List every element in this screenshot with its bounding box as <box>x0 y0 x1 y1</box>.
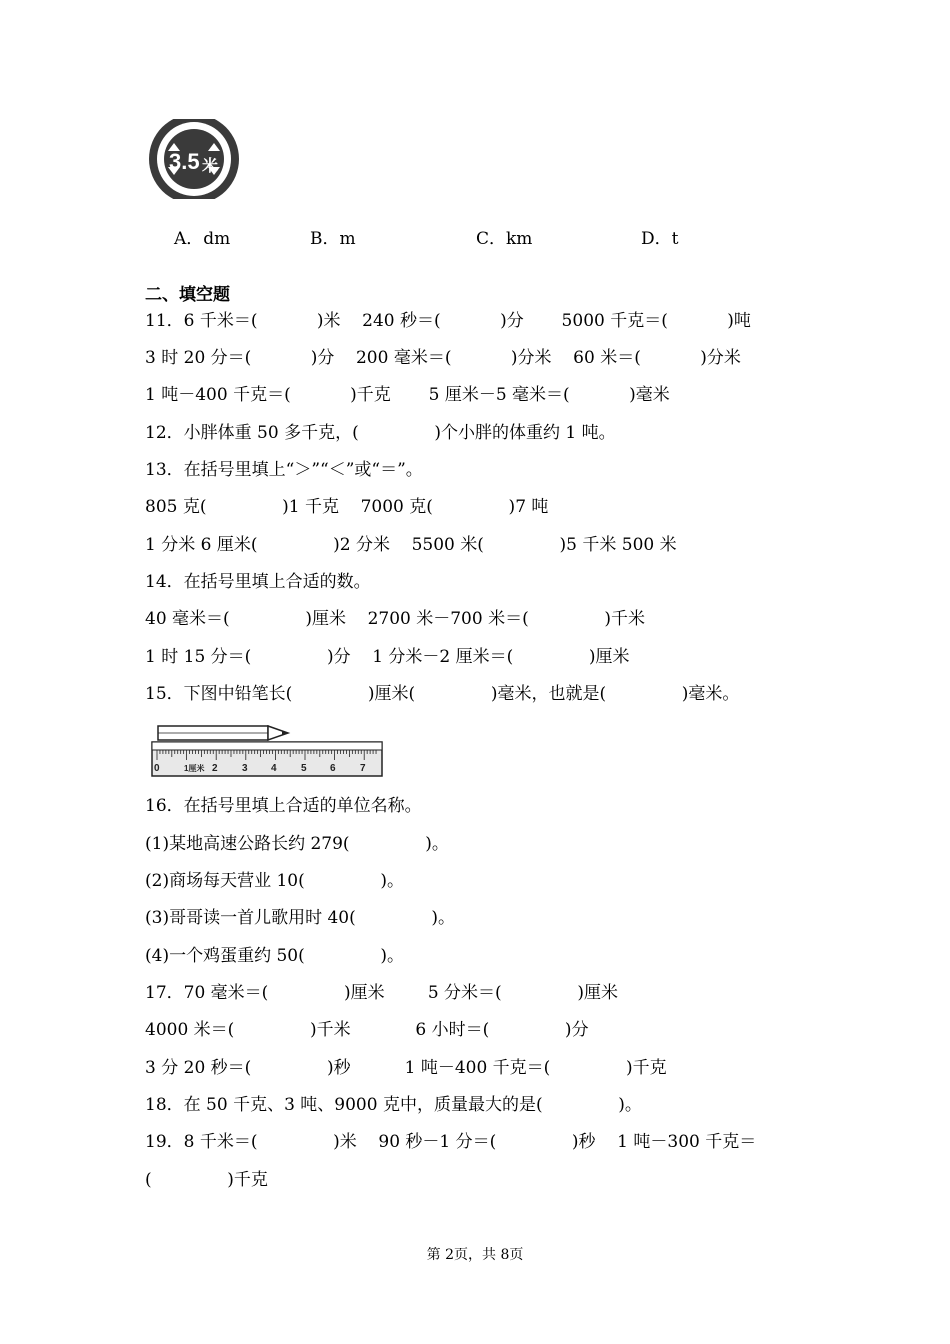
question-line: ( )千克 <box>145 1170 268 1190</box>
sign-unit: 米 <box>202 156 219 175</box>
question-line: 1 分米 6 厘米( )2 分米 5500 米( )5 千米 500 米 <box>145 535 677 555</box>
question-line: 19．8 千米＝( )米 90 秒－1 分＝( )秒 1 吨－300 千克＝ <box>145 1132 757 1152</box>
ruler-label: 1厘米 <box>184 764 205 773</box>
page-footer: 第 2页，共 8页 <box>426 1247 524 1263</box>
ruler-label: 0 <box>154 763 160 774</box>
question-line: (3)哥哥读一首儿歌用时 40( )。 <box>145 908 456 928</box>
option-b: B．m <box>310 229 356 249</box>
ruler-label: 4 <box>271 763 277 774</box>
ruler-label: 3 <box>242 763 248 774</box>
question-line: (4)一个鸡蛋重约 50( )。 <box>145 946 405 966</box>
question-line: 40 毫米＝( )厘米 2700 米－700 米＝( )千米 <box>145 609 646 629</box>
ruler-label: 7 <box>360 763 366 774</box>
ruler-label: 6 <box>330 763 336 774</box>
question-line: 14．在括号里填上合适的数。 <box>145 572 371 592</box>
ruler-label: 2 <box>212 763 218 774</box>
answer-options <box>0 224 950 248</box>
question-line: 805 克( )1 千克 7000 克( )7 吨 <box>145 497 549 517</box>
ruler-label: 5 <box>301 763 307 774</box>
question-line: 13．在括号里填上“＞”“＜”或“＝”。 <box>145 460 423 480</box>
question-line: (1)某地高速公路长约 279( )。 <box>145 834 449 854</box>
height-limit-sign-icon <box>146 119 242 199</box>
option-c: C．km <box>476 229 533 249</box>
ruler-with-pencil-icon <box>150 720 390 778</box>
question-line: 3 时 20 分＝( )分 200 毫米＝( )分米 60 米＝( )分米 <box>145 348 741 368</box>
question-line: 16．在括号里填上合适的单位名称。 <box>145 796 422 816</box>
option-a: A．dm <box>174 229 231 249</box>
question-line: 1 时 15 分＝( )分 1 分米－2 厘米＝( )厘米 <box>145 647 630 667</box>
section-title: 二、填空题 <box>145 285 230 305</box>
sign-value: 3.5 <box>169 149 200 174</box>
question-line: 3 分 20 秒＝( )秒 1 吨－400 千克＝( )千克 <box>145 1058 667 1078</box>
question-line: 18．在 50 千克、3 吨、9000 克中，质量最大的是( )。 <box>145 1095 642 1115</box>
question-line: 4000 米＝( )千米 6 小时＝( )分 <box>145 1020 589 1040</box>
question-line: 15．下图中铅笔长( )厘米( )毫米，也就是( )毫米。 <box>145 684 740 704</box>
option-d: D．t <box>641 229 679 249</box>
question-line: (2)商场每天营业 10( )。 <box>145 871 405 891</box>
question-line: 12．小胖体重 50 多千克，( )个小胖的体重约 1 吨。 <box>145 423 616 443</box>
question-line: 11．6 千米＝( )米 240 秒＝( )分 5000 千克＝( )吨 <box>145 311 751 331</box>
question-line: 17．70 毫米＝( )厘米 5 分米＝( )厘米 <box>145 983 618 1003</box>
question-line: 1 吨－400 千克＝( )千克 5 厘米－5 毫米＝( )毫米 <box>145 385 670 405</box>
